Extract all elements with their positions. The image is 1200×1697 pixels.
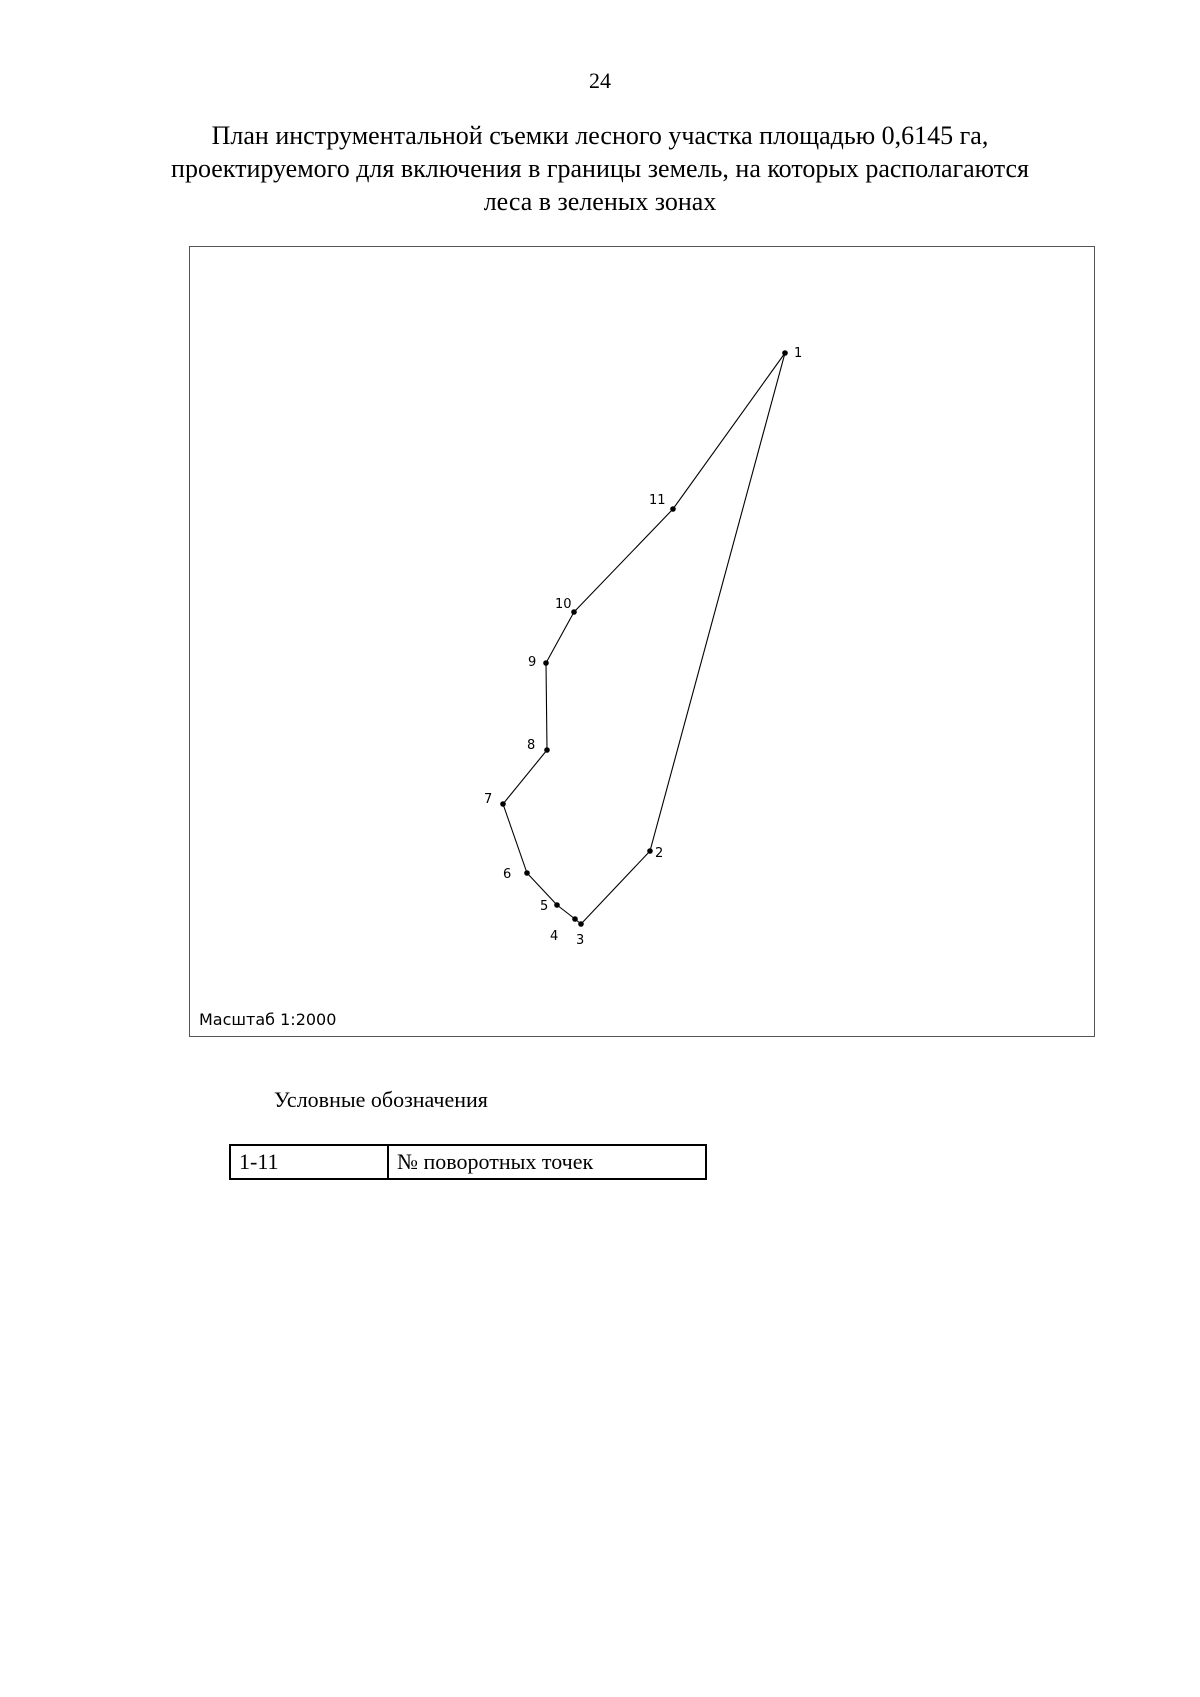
- boundary-segment: [581, 851, 650, 924]
- legend-table: [229, 1144, 707, 1180]
- turning-point-marker: [578, 921, 584, 927]
- title-line-2: проектируемого для включения в границы земель, на которых располагаются: [171, 154, 1029, 183]
- title-line-1: План инструментальной съемки лесного участка площадью 0,6145 га,: [211, 121, 989, 150]
- turning-point-label: 6: [503, 867, 512, 882]
- survey-plan: [189, 246, 1095, 1037]
- turning-point-marker: [571, 609, 577, 615]
- turning-point-label: 1: [794, 346, 803, 361]
- turning-point-label: 11: [649, 493, 666, 508]
- legend-description: № поворотных точек: [388, 1145, 706, 1179]
- turning-point-marker: [500, 801, 506, 807]
- scale-label: Масштаб 1:2000: [199, 1010, 337, 1029]
- turning-point-marker: [647, 848, 653, 854]
- boundary-segment: [673, 353, 785, 509]
- turning-point-marker: [544, 747, 550, 753]
- turning-point-label: 7: [484, 792, 493, 807]
- turning-point-label: 9: [528, 655, 537, 670]
- turning-point-marker: [782, 350, 788, 356]
- boundary-segment: [650, 353, 785, 851]
- turning-point-label: 10: [555, 597, 572, 612]
- boundary-segment: [557, 905, 575, 919]
- legend-symbol: 1-11: [230, 1145, 388, 1179]
- turning-point-marker: [524, 870, 530, 876]
- turning-point-marker: [572, 916, 578, 922]
- legend-title: Условные обозначения: [274, 1087, 488, 1112]
- title-line-3: леса в зеленых зонах: [483, 187, 717, 216]
- boundary-segment: [546, 663, 547, 750]
- document-title: [100, 119, 1100, 218]
- page-number: 24: [589, 68, 611, 93]
- turning-point-label: 4: [550, 929, 559, 944]
- boundary-segment: [546, 612, 574, 663]
- boundary-segment: [574, 509, 673, 612]
- turning-point-marker: [543, 660, 549, 666]
- turning-point-marker: [670, 506, 676, 512]
- turning-point-marker: [554, 902, 560, 908]
- turning-point-label: 8: [527, 738, 536, 753]
- boundary-segment: [503, 750, 547, 804]
- boundary-segment: [503, 804, 527, 873]
- turning-point-label: 5: [540, 899, 549, 914]
- plot-boundary-drawing: [190, 247, 1094, 1036]
- turning-point-label: 3: [576, 933, 585, 948]
- turning-point-label: 2: [655, 846, 664, 861]
- legend-row: [230, 1145, 706, 1179]
